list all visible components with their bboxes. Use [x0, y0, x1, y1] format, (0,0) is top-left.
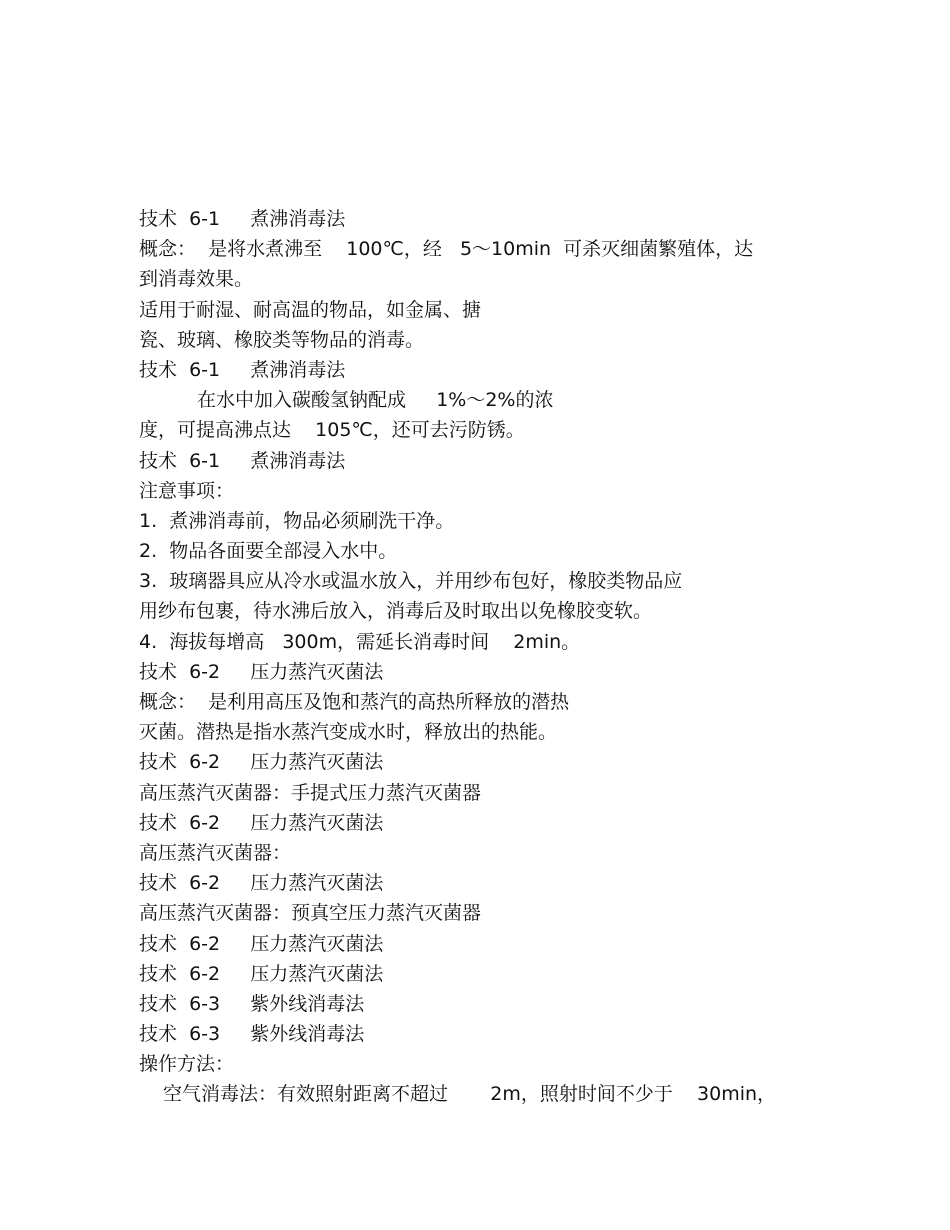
text-line: 度，可提高沸点达 105℃，还可去污防锈。 — [139, 419, 525, 442]
text-line: 灭菌。潜热是指水蒸汽变成水时，释放出的热能。 — [139, 721, 558, 744]
text-line: 概念： 是将水煮沸至 100℃，经 5～10min 可杀灭细菌繁殖体，达 — [139, 238, 754, 261]
list-item: 4. 海拔每增高 300m，需延长消毒时间 2min。 — [139, 630, 581, 653]
text-line: 高压蒸汽灭菌器：手提式压力蒸汽灭菌器 — [139, 781, 482, 804]
text-line: 到消毒效果。 — [139, 268, 254, 291]
section-heading: 技术 6-1 煮沸消毒法 — [139, 208, 346, 230]
section-heading: 技术 6-1 煮沸消毒法 — [139, 358, 346, 381]
text-line: 高压蒸汽灭菌器： — [139, 841, 292, 864]
section-heading: 技术 6-2 压力蒸汽灭菌法 — [139, 660, 384, 683]
text-line: 概念： 是利用高压及饱和蒸汽的高热所释放的潜热 — [139, 691, 570, 713]
document-body — [139, 204, 839, 1110]
section-heading: 技术 6-3 紫外线消毒法 — [139, 1023, 365, 1046]
section-heading: 技术 6-2 压力蒸汽灭菌法 — [139, 962, 384, 985]
section-heading: 技术 6-2 压力蒸汽灭菌法 — [139, 811, 384, 834]
section-heading: 技术 6-2 压力蒸汽灭菌法 — [139, 872, 384, 895]
section-heading: 技术 6-1 煮沸消毒法 — [139, 449, 346, 472]
text-line: 高压蒸汽灭菌器：预真空压力蒸汽灭菌器 — [139, 902, 482, 925]
text-line: 用纱布包裹，待水沸后放入，消毒后及时取出以免橡胶变软。 — [139, 600, 653, 623]
list-item: 1. 煮沸消毒前，物品必须刷洗干净。 — [139, 509, 455, 532]
text-line: 在水中加入碳酸氢钠配成 1%～2%的浓 — [197, 389, 554, 412]
text-line: 空气消毒法：有效照射距离不超过 2m，照射时间不少于 30min， — [163, 1083, 777, 1106]
section-heading: 技术 6-3 紫外线消毒法 — [139, 992, 365, 1015]
section-heading: 技术 6-2 压力蒸汽灭菌法 — [139, 751, 384, 774]
text-line: 注意事项： — [139, 479, 235, 502]
section-heading: 技术 6-2 压力蒸汽灭菌法 — [139, 932, 384, 955]
list-item: 2. 物品各面要全部浸入水中。 — [139, 540, 398, 563]
text-line: 适用于耐湿、耐高温的物品，如金属、搪 — [139, 298, 482, 321]
list-item: 3. 玻璃器具应从冷水或温水放入，并用纱布包好，橡胶类物品应 — [139, 570, 683, 593]
text-line: 操作方法： — [139, 1053, 235, 1076]
text-line: 瓷、玻璃、橡胶类等物品的消毒。 — [139, 328, 425, 351]
